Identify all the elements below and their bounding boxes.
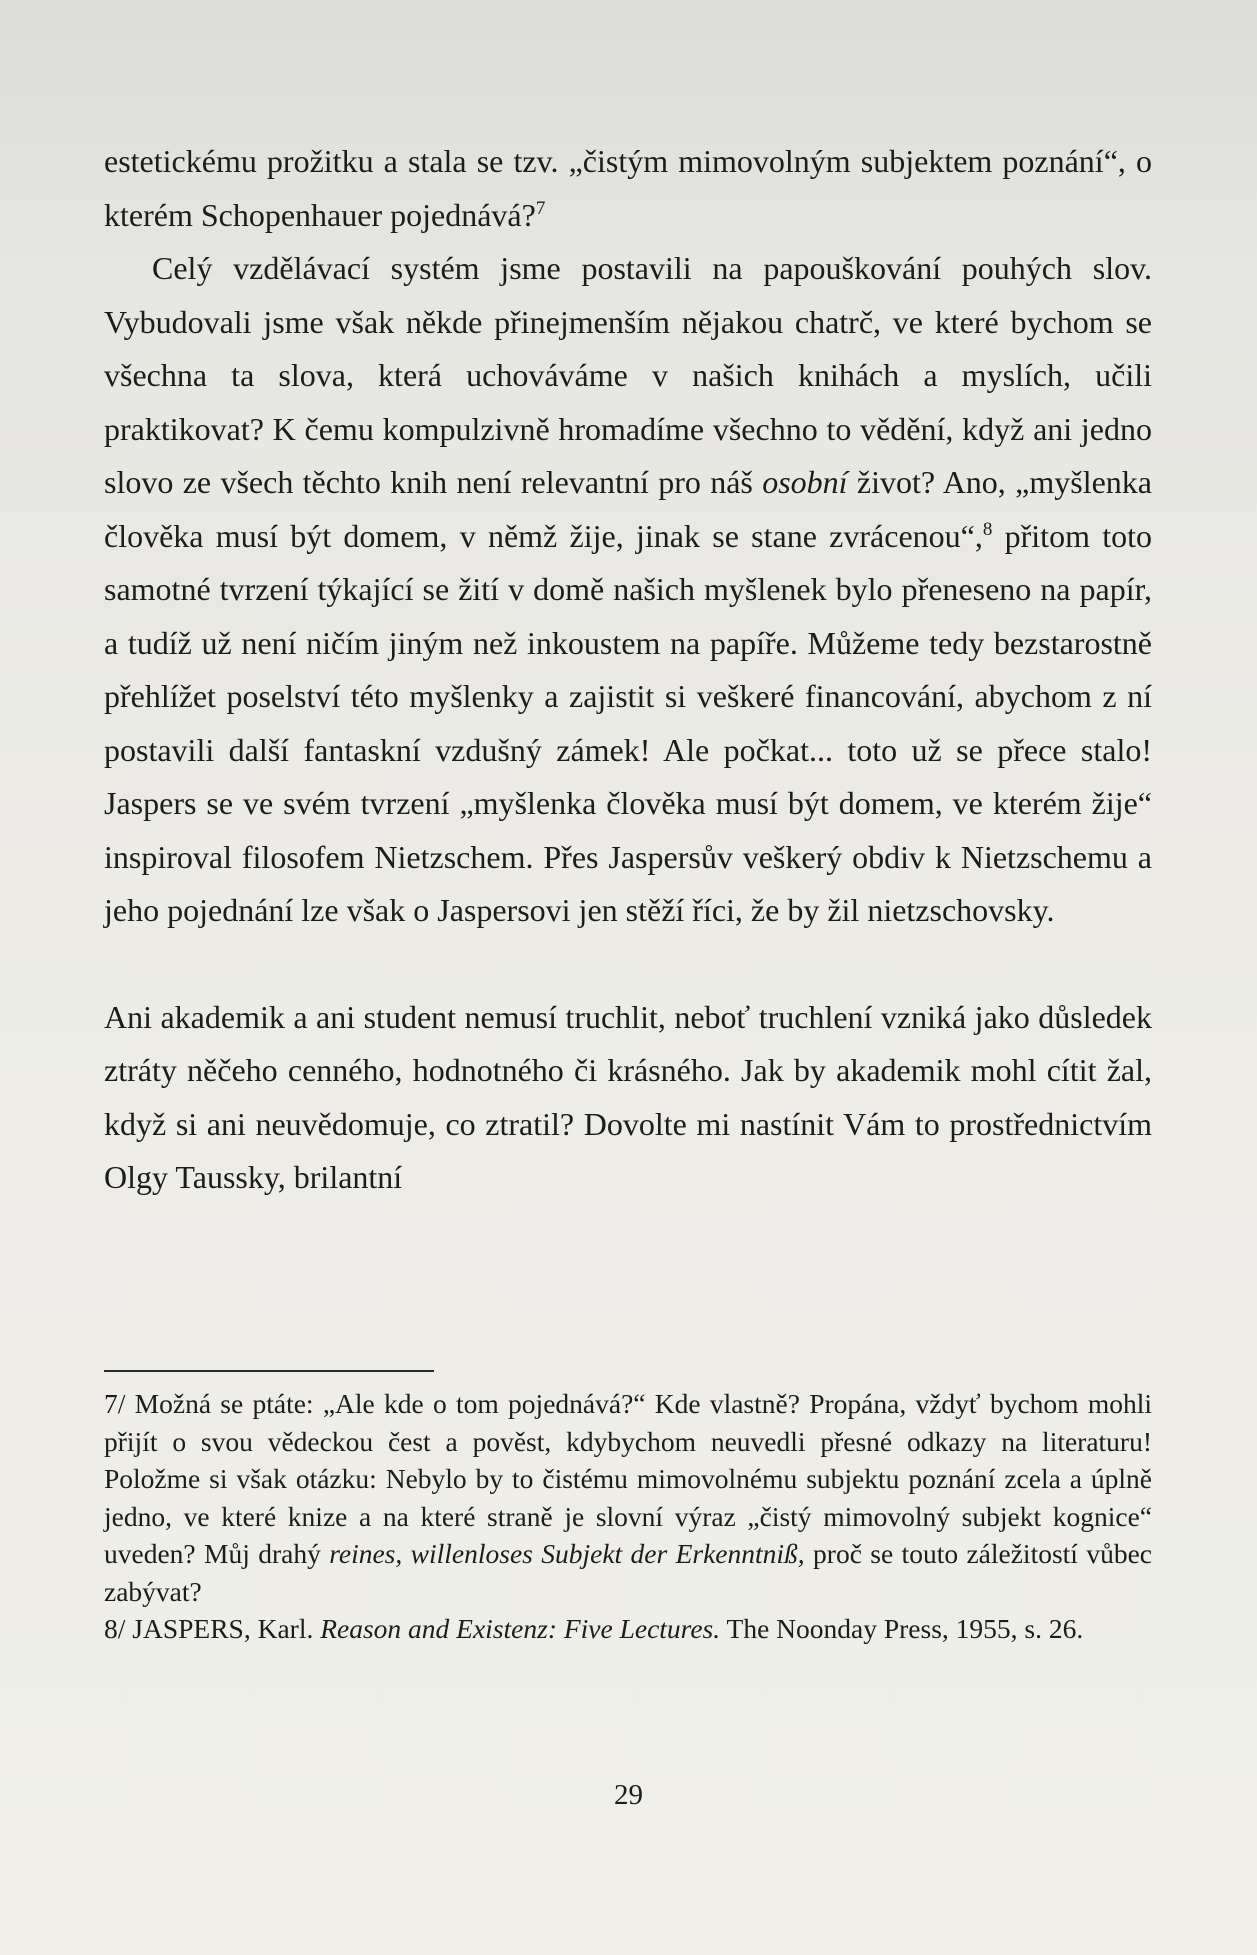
footnote-ref-8[interactable]: 8 (982, 518, 993, 540)
footnotes (104, 1385, 1152, 1648)
paragraph-2-text-c: přitom toto samotné tvrzení týkající se žití v domě našich myšlenek bylo přeneseno na papír, a tudíž už není ničím jiným než inkoustem na papíře. Můžeme tedy bezstarostně přehlížet poselství této myšlenky a zajistit si veškeré financování, abychom z ní postavili další fantaskní vzdušný zámek! Ale počkat... toto už se přece stalo! Jaspers se ve svém tvrzení „myšlenka člověka musí být domem, ve kterém žije“ inspiroval filosofem Nietzschem. Přes Jaspersův veškerý obdiv k Nietzschemu a jeho pojednání lze však o Jaspersovi jen stěží říci, že by žil nietzschovsky. (104, 517, 1153, 928)
main-text (104, 135, 1152, 1205)
footnote-8-italic: Reason and Existenz: Five Lectures. (320, 1613, 721, 1644)
paragraph-2-italic: osobní (762, 464, 848, 500)
paragraph-2 (104, 242, 1152, 938)
paragraph-3 (104, 991, 1152, 1205)
footnote-8 (104, 1610, 1152, 1648)
paragraph-2-text-a: Celý vzdělávací systém jsme postavili na papouškování pouhých slov. Vybudovali jsme však někde přinejmenším nějakou chatrč, ve které bychom se všechna ta slova, která uchováváme v našich knihách a myslích, učili praktikovat? K čemu kompulzivně hromadíme všechno to vědění, když ani jedno slovo ze všech těchto knih není relevantní pro náš (104, 250, 1152, 500)
footnote-7 (104, 1385, 1152, 1610)
paragraph-3-text: Ani akademik a ani student nemusí truchlit, neboť truchlení vzniká jako důsledek ztráty něčeho cenného, hodnotného či krásného. Jak by akademik mohl cítit žal, když si ani neuvědomuje, co ztratil? Dovolte mi nastínit Vám to prostřednictvím Olgy Taussky, brilantní (104, 998, 1152, 1195)
paragraph-1-text: estetickému prožitku a stala se tzv. „čistým mimovolným subjektem poznání“, o kterém Schopenhauer pojednává? (104, 143, 1152, 233)
footnote-7-text-a: 7/ Možná se ptáte: „Ale kde o tom pojednává?“ Kde vlastně? Propána, vždyť bychom mohli přijít o svou vědeckou čest a pověst, kdybychom neuvedli přesné odkazy na literaturu! Položme si však otázku: Nebylo by to čistému mimovolnému subjektu poznání zcela a úplně jedno, ve které knize a na které straně je slovní výraz „čistý mimovolný subjekt kognice“ uveden? Můj drahý (104, 1388, 1152, 1569)
footnote-divider (104, 1370, 434, 1372)
footnote-8-text-a: 8/ JASPERS, Karl. (104, 1613, 321, 1644)
footnote-7-text-b: proč se touto záležitostí vůbec zabývat? (104, 1538, 1152, 1607)
footnote-7-italic: reines, willenloses Subjekt der Erkenntniß, (329, 1538, 805, 1569)
footnote-ref-7[interactable]: 7 (535, 197, 546, 219)
page-number: 29 (614, 1779, 643, 1811)
paragraph-2-text-b: život? Ano, „myšlenka člověka musí být domem, v němž žije, jinak se stane zvrácenou“, (104, 464, 1153, 554)
paragraph-1 (104, 135, 1152, 242)
footnote-8-text-b: The Noonday Press, 1955, s. 26. (720, 1613, 1084, 1644)
